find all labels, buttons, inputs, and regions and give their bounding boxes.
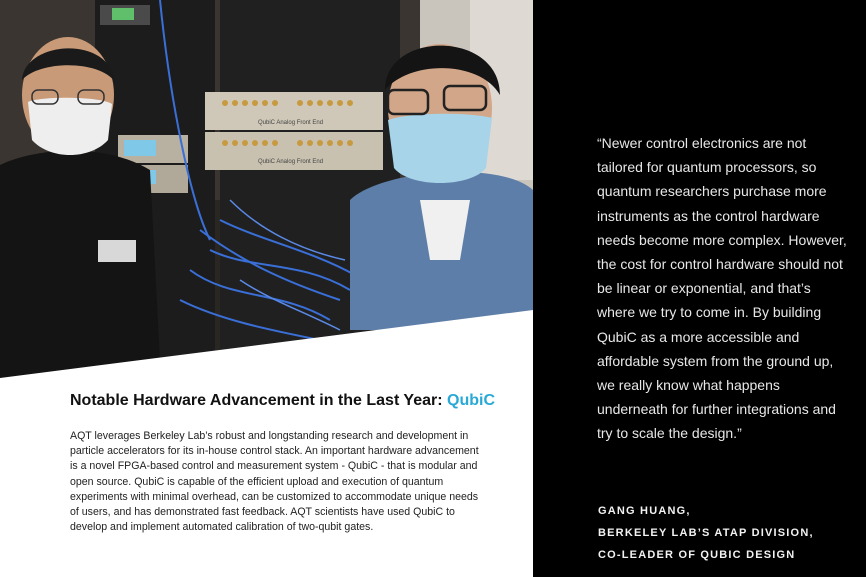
pull-quote: “Newer control electronics are not tailored for quantum processors, so quantum researchers purchase more instruments as the control hardware needs become more complex. However, the cost for control hardware should not be linear or exponential, and that’s where we try to come in. By building QubiC as a more accessible and affordable system from the ground up, we really know what happens underneath for further integrations and try to scale the design.”: [597, 135, 847, 442]
article-body: AQT leverages Berkeley Lab’s robust and longstanding research and development in particle accelerators for its in-house control stack. An important hardware advancement is a novel FPGA-based control and measurement system - QubiC - that is modular and open source. QubiC is capable of the efficient upload and execution of quantum experiments with minimal overhead, can be customized to accommodate unique needs of users, and has demonstrated fast feedback. AQT scientists have used QubiC to develop and implement automated calibration of two-qubit gates.: [70, 430, 479, 534]
attribution-name: GANG HUANG,: [598, 505, 691, 517]
panel-label-1: QubiC Analog Front End: [258, 120, 324, 126]
article-title-accent: QubiC: [447, 392, 496, 409]
panel-label-2: QubiC Analog Front End: [258, 159, 324, 165]
article-title: [70, 392, 520, 410]
attribution-role: CO-LEADER OF QUBIC DESIGN: [598, 549, 796, 561]
attribution-division: BERKELEY LAB’S ATAP DIVISION,: [598, 527, 814, 539]
article-title-prefix: Notable Hardware Advancement in the Last Year:: [70, 392, 448, 409]
quote-attribution: [598, 500, 858, 566]
